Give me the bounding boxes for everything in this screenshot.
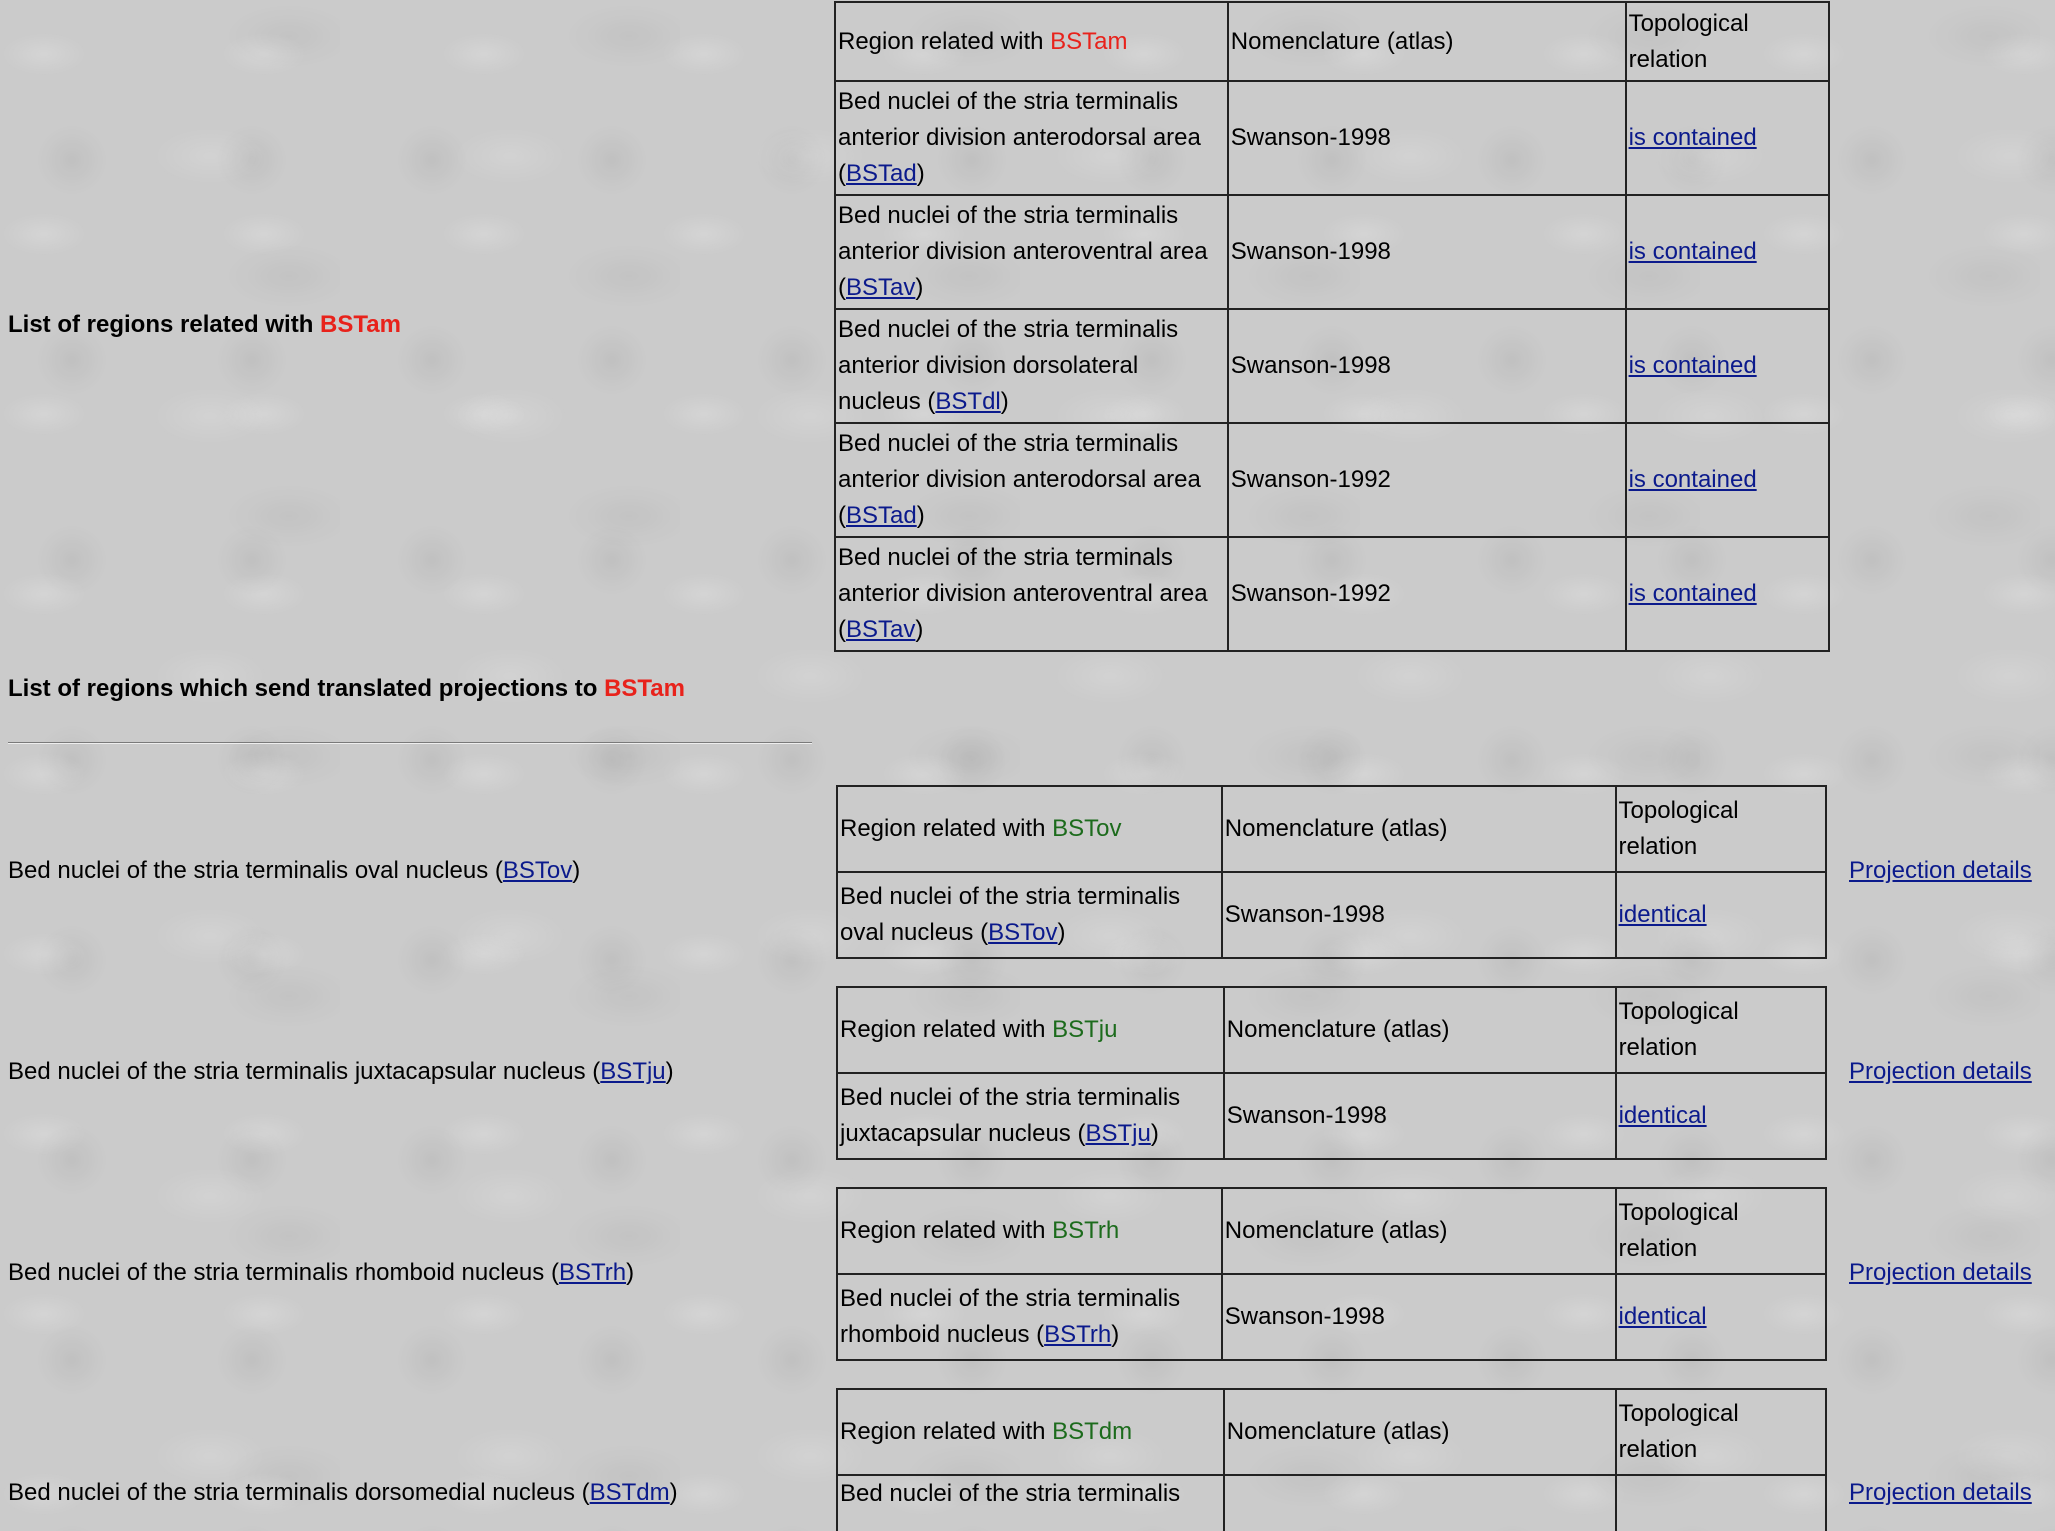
region-name-cell: Bed nuclei of the stria terminalis anterior division dorsolateral nucleus (BSTdl) xyxy=(835,309,1228,423)
atlas-cell: Swanson-1998 xyxy=(1228,195,1626,309)
header-region: Region related with BSTju xyxy=(837,987,1224,1073)
header-nomenclature: Nomenclature (atlas) xyxy=(1222,1188,1616,1274)
table-row xyxy=(835,81,1829,195)
region-abbr-link[interactable]: BSTju xyxy=(1085,1120,1151,1147)
relation-link[interactable]: identical xyxy=(1618,1303,1707,1330)
region-name-cell: Bed nuclei of the stria terminalis oval nucleus (BSTov) xyxy=(837,872,1222,958)
atlas-cell: Swanson-1992 xyxy=(1228,423,1626,537)
atlas-cell: Swanson-1998 xyxy=(1228,81,1626,195)
region-abbr-link[interactable]: BSTdl xyxy=(935,388,1001,415)
table-row xyxy=(837,1274,1826,1360)
table-row xyxy=(835,537,1829,651)
projection-table xyxy=(836,1388,1827,1531)
relation-cell xyxy=(1616,1274,1826,1360)
table-row xyxy=(835,195,1829,309)
projection-source-label: Bed nuclei of the stria terminalis juxtacapsular nucleus (BSTju) xyxy=(8,1058,674,1085)
region-name-cell: Bed nuclei of the stria terminalis xyxy=(837,1475,1224,1531)
section-divider xyxy=(8,742,812,744)
source-abbr-link[interactable]: BSTju xyxy=(600,1058,666,1085)
projection-table xyxy=(836,785,1827,959)
relation-cell xyxy=(1626,537,1829,651)
table-header-row xyxy=(837,987,1826,1073)
projection-source-label: Bed nuclei of the stria terminalis dorsomedial nucleus (BSTdm) xyxy=(8,1479,678,1506)
atlas-cell: Swanson-1992 xyxy=(1228,537,1626,651)
projection-source-label: Bed nuclei of the stria terminalis oval nucleus (BSTov) xyxy=(8,857,581,884)
header-region: Region related with BSTov xyxy=(837,786,1222,872)
table-row xyxy=(835,309,1829,423)
relation-link[interactable]: is contained xyxy=(1628,238,1757,265)
relation-link[interactable]: identical xyxy=(1618,1102,1707,1129)
region-abbr-link[interactable]: BSTad xyxy=(846,502,917,529)
header-region: Region related with BSTdm xyxy=(837,1389,1224,1475)
relation-link[interactable]: is contained xyxy=(1628,466,1757,493)
source-abbr-link[interactable]: BSTrh xyxy=(558,1259,627,1286)
region-abbr-link[interactable]: BSTrh xyxy=(1044,1321,1112,1348)
header-relation: Topological relation xyxy=(1616,1188,1826,1274)
region-abbr-link[interactable]: BSTad xyxy=(846,160,917,187)
table-row xyxy=(835,423,1829,537)
projections-heading: List of regions which send translated projections to BSTam xyxy=(8,675,685,702)
atlas-cell: Swanson-1998 xyxy=(1224,1073,1616,1159)
relation-link[interactable]: is contained xyxy=(1628,124,1757,151)
relation-cell xyxy=(1616,1475,1826,1531)
related-regions-table xyxy=(834,1,1830,652)
table-header-row xyxy=(837,1188,1826,1274)
region-name-cell: Bed nuclei of the stria terminalis anterior division anterodorsal area (BSTad) xyxy=(835,81,1228,195)
projection-table-clip xyxy=(834,1386,1833,1531)
relation-link[interactable]: is contained xyxy=(1628,580,1757,607)
atlas-cell xyxy=(1224,1475,1616,1531)
relation-link[interactable]: is contained xyxy=(1628,352,1757,379)
projection-source-label: Bed nuclei of the stria terminalis rhomboid nucleus (BSTrh) xyxy=(8,1259,635,1286)
source-abbr-link[interactable]: BSTov xyxy=(502,857,573,884)
header-relation: Topological relation xyxy=(1616,1389,1826,1475)
region-name-cell: Bed nuclei of the stria terminalis anterior division anterodorsal area (BSTad) xyxy=(835,423,1228,537)
header-relation: Topological relation xyxy=(1616,786,1826,872)
relation-cell xyxy=(1626,423,1829,537)
table-row xyxy=(837,1073,1826,1159)
projection-table xyxy=(836,986,1827,1160)
region-name-cell: Bed nuclei of the stria terminalis juxtacapsular nucleus (BSTju) xyxy=(837,1073,1224,1159)
header-region: Region related with BSTrh xyxy=(837,1188,1222,1274)
header-region: Region related with BSTam xyxy=(835,2,1228,81)
table-header-row xyxy=(835,2,1829,81)
relation-cell xyxy=(1626,309,1829,423)
relation-cell xyxy=(1616,872,1826,958)
relation-cell xyxy=(1626,195,1829,309)
header-nomenclature: Nomenclature (atlas) xyxy=(1224,987,1616,1073)
projection-table xyxy=(836,1187,1827,1361)
region-name-cell: Bed nuclei of the stria terminals anterior division anteroventral area (BSTav) xyxy=(835,537,1228,651)
table-header-row xyxy=(837,1389,1826,1475)
projection-details-link[interactable]: Projection details xyxy=(1849,1058,2032,1085)
region-name-cell: Bed nuclei of the stria terminalis rhomboid nucleus (BSTrh) xyxy=(837,1274,1222,1360)
atlas-cell: Swanson-1998 xyxy=(1222,872,1616,958)
table-header-row xyxy=(837,786,1826,872)
header-nomenclature: Nomenclature (atlas) xyxy=(1228,2,1626,81)
region-name-cell: Bed nuclei of the stria terminalis anterior division anteroventral area (BSTav) xyxy=(835,195,1228,309)
projection-details-link[interactable]: Projection details xyxy=(1849,857,2032,884)
relation-cell xyxy=(1626,81,1829,195)
related-regions-heading: List of regions related with BSTam xyxy=(8,311,401,338)
region-abbr-link[interactable]: BSTav xyxy=(846,616,916,643)
source-abbr-link[interactable]: BSTdm xyxy=(589,1479,670,1506)
heading-region: BSTam xyxy=(320,311,401,338)
region-abbr-link[interactable]: BSTov xyxy=(988,919,1058,946)
atlas-cell: Swanson-1998 xyxy=(1222,1274,1616,1360)
atlas-cell: Swanson-1998 xyxy=(1228,309,1626,423)
projection-details-link[interactable]: Projection details xyxy=(1849,1259,2032,1286)
header-relation: Topological relation xyxy=(1616,987,1826,1073)
projection-details-link[interactable]: Projection details xyxy=(1849,1479,2032,1506)
heading-region: BSTam xyxy=(604,675,685,702)
header-relation: Topological relation xyxy=(1626,2,1829,81)
relation-link[interactable]: identical xyxy=(1618,901,1707,928)
header-nomenclature: Nomenclature (atlas) xyxy=(1224,1389,1616,1475)
region-abbr-link[interactable]: BSTav xyxy=(846,274,916,301)
relation-cell xyxy=(1616,1073,1826,1159)
header-nomenclature: Nomenclature (atlas) xyxy=(1222,786,1616,872)
table-row xyxy=(837,872,1826,958)
table-row xyxy=(837,1475,1826,1531)
